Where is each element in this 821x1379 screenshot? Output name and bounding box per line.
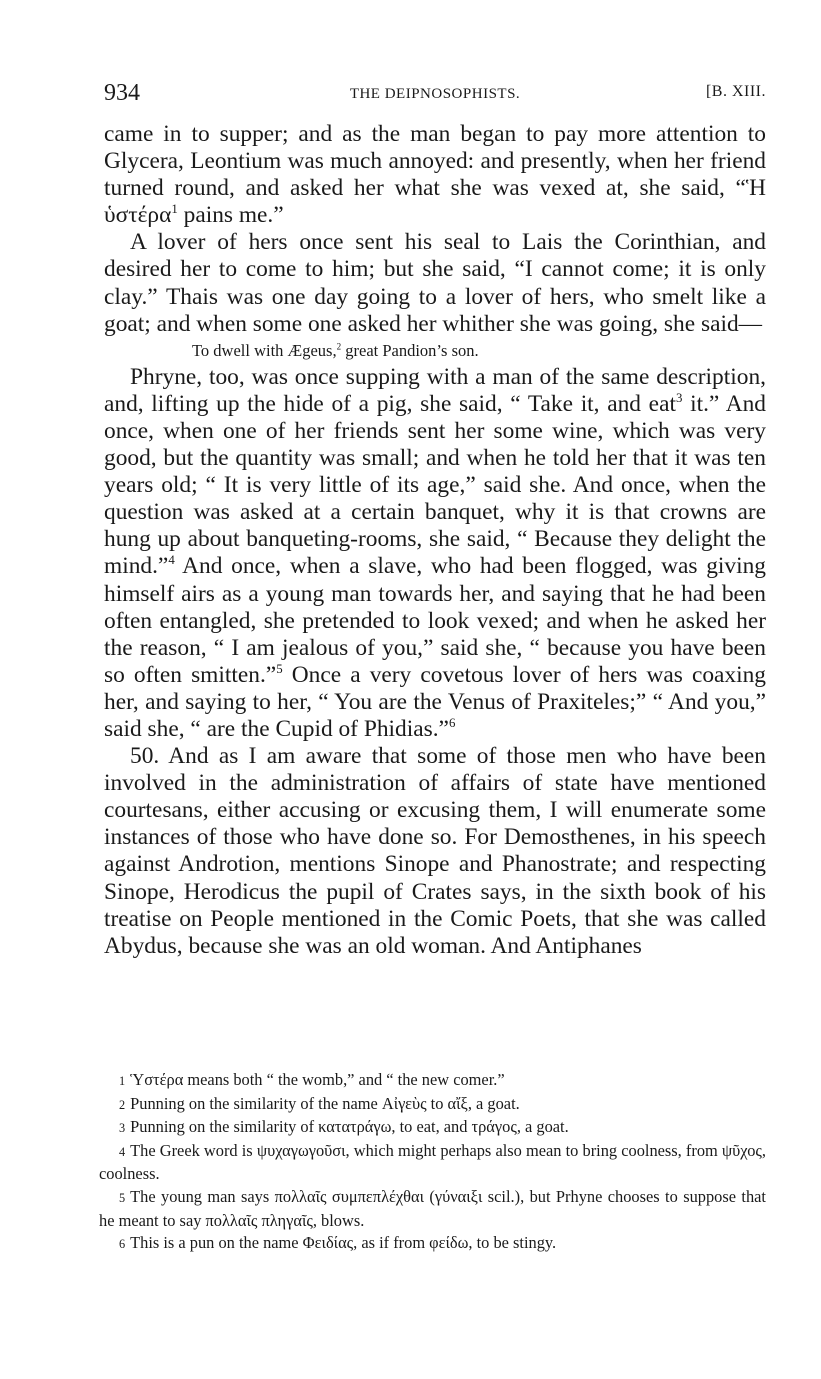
paragraph-continuation [104, 121, 766, 229]
footnote-ref: 5 [276, 661, 283, 676]
text-run: pains me.” [177, 202, 284, 229]
footnote-text: Ὑστέρα means both “ the womb,” and “ the new comer.” [130, 1070, 505, 1089]
footnote-text: The Greek word is ψυχαγωγοῦσι, which might perhaps also mean to bring coolness, from ψῦχος, coolness. [99, 1140, 766, 1184]
paragraph-numbered [104, 743, 766, 960]
verse-quotation [104, 338, 766, 364]
footnote-text: This is a pun on the name Φειδίας, as if from φείδω, to be stingy. [130, 1233, 557, 1253]
text-run: And once, when a slave, who had been flogged, was giving himself airs as a young man towards her, and saying that he had been often entangled, she pretended to look vexed; and when he asked her the reason, “ I am jealous of you,” said she, “ because you have been so often smitten.” [104, 553, 766, 688]
book-reference: [B. XIII. [705, 83, 766, 100]
footnote-ref: 6 [448, 716, 456, 731]
text-run: came in to supper; and as the man began to pay more attention to Glycera, Leontium was much annoyed: and presently, when her friend turned round, and asked her what she was vexed at, she said, “Ἡ ὑστέρα [104, 121, 766, 229]
footnote [99, 1069, 766, 1093]
text-run: A lover of hers once sent his seal to Lais the Corinthian, and desired her to come to him; but she said, “I cannot come; it is only clay.” Thais was one day going to a lover of hers, who smelt like a goat; and when some one asked her whither she was going, she said— [104, 229, 766, 337]
text-run: To dwell with Ægeus, [192, 340, 337, 360]
footnote-number: 3 [119, 1121, 126, 1136]
footnote-text: The young man says πολλαῖς συμπεπλέχθαι (γύναιξι scil.), but Prhyne chooses to suppose that he meant to say πολλαῖς πληγαῖς, blows. [99, 1186, 766, 1230]
page-number: 934 [104, 80, 140, 106]
footnote [99, 1186, 766, 1232]
running-title: THE DEIPNOSOPHISTS. [349, 86, 521, 102]
footnote-ref: 2 [336, 341, 342, 352]
footnote [99, 1116, 766, 1140]
footnote-ref: 3 [675, 391, 683, 406]
footnote-ref: 4 [168, 553, 175, 568]
footnotes [99, 1069, 766, 1256]
footnote-number: 1 [119, 1074, 126, 1088]
footnote [99, 1140, 766, 1186]
footnote-text: Punning on the similarity of κατατράγω, to eat, and τράγος, a goat. [130, 1117, 569, 1137]
footnote-number: 6 [119, 1237, 126, 1252]
text-run: great Pandion’s son. [341, 340, 479, 360]
paragraph [104, 364, 766, 743]
footnote-number: 5 [119, 1190, 126, 1205]
footnote-ref: 1 [171, 202, 178, 217]
page-header [104, 80, 766, 114]
paragraph [104, 229, 766, 337]
text-run: 50. And as I am aware that some of those men who have been involved in the administration of affairs of state have mentioned courtesans, either accusing or excusing them, I will enumerate some instances of those who have done so. For Demosthenes, in his speech against Androtion, mentions Sinope and Phanostrate; and respecting Sinope, Herodicus the pupil of Crates says, in the sixth book of his treatise on People mentioned in the Comic Poets, that she was called Abydus, because she was an old woman. And Antiphanes [104, 743, 766, 959]
main-text [104, 121, 766, 960]
footnote-number: 4 [119, 1144, 126, 1159]
footnote-text: Punning on the similarity of the name Αἰγεὺς to αἴξ, a goat. [130, 1093, 520, 1113]
text-run: it.” And once, when one of her friends sent her some wine, which was very good, but the quantity was small; and when he told her that it was ten years old; “ It is very little of its age,” said she. And once, when the question was asked at a certain banquet, why it is that crowns are hung up about banqueting-rooms, she said, “ Because they delight the mind.” [104, 390, 766, 580]
footnote-number: 2 [119, 1097, 126, 1112]
footnote [99, 1232, 766, 1256]
footnote [99, 1093, 766, 1117]
text-run: Once a very covetous lover of hers was coaxing her, and saying to her, “ You are the Venus of Praxiteles;” “ And you,” said she, “ are the Cupid of Phidias.” [104, 661, 766, 742]
text-run: Phryne, too, was once supping with a man of the same description, and, lifting up the hide of a pig, she said, “ Take it, and eat [104, 363, 766, 417]
